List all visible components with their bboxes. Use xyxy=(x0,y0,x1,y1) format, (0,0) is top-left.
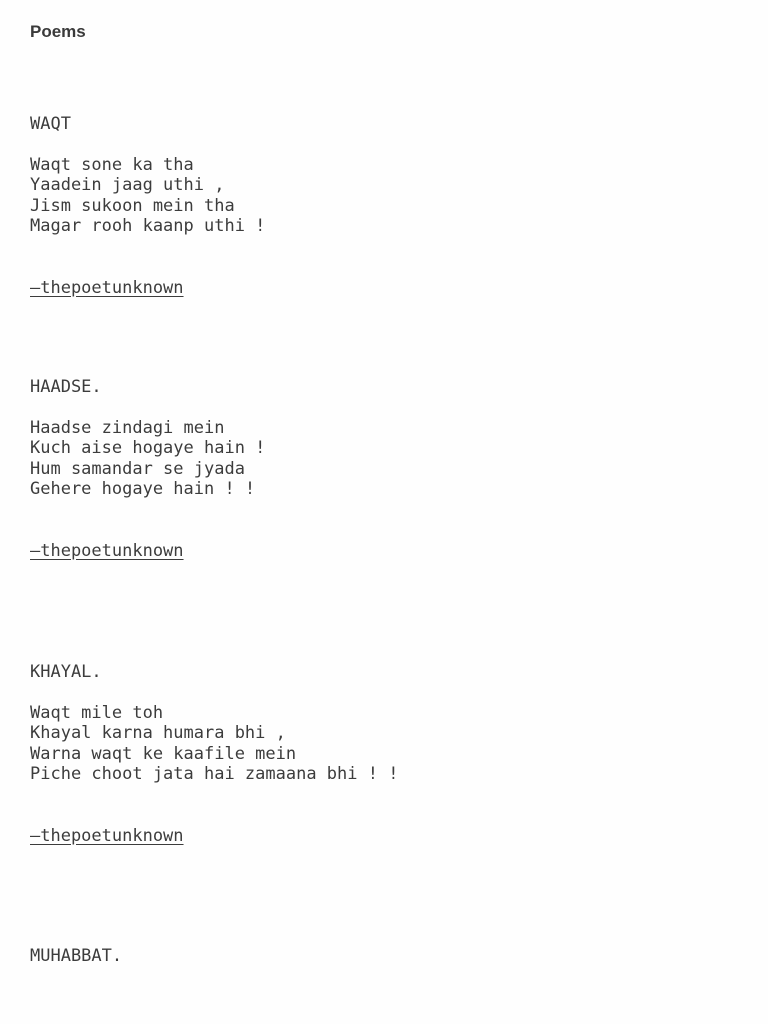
poem-line: Magar rooh kaanp uthi ! xyxy=(30,216,266,237)
poem-line: Kuch aise hogaye hain ! xyxy=(30,438,266,459)
poem-line: Waqt mile toh xyxy=(30,703,164,723)
poem-title: KHAYAL. xyxy=(30,662,102,682)
poem-line: Haadse zindagi mein xyxy=(30,418,225,438)
poem-haadse xyxy=(30,377,265,561)
poem-line: Yaadein jaag uthi , xyxy=(30,175,225,196)
poem-line: Piche choot jata hai zamaana bhi ! ! xyxy=(30,764,399,785)
poem-line: Jism sukoon mein tha xyxy=(30,195,235,216)
poet-signature-link[interactable]: —thepoetunknown xyxy=(30,825,184,846)
poem-body xyxy=(30,418,265,500)
poem-line: Gehere hogaye hain ! ! xyxy=(30,479,256,500)
poet-signature-link[interactable]: —thepoetunknown xyxy=(30,540,184,561)
poem-line: Warna waqt ke kaafile mein xyxy=(30,743,297,764)
poem-title: HAADSE. xyxy=(30,377,102,397)
poet-signature-link[interactable]: —thepoetunknown xyxy=(30,277,184,298)
poem-line: Hum samandar se jyada xyxy=(30,458,245,479)
poem-title: WAQT xyxy=(30,114,71,134)
poem-body xyxy=(30,155,265,237)
page-title: Poems xyxy=(30,22,86,41)
poem-khayal xyxy=(30,662,398,846)
poem-line: Waqt sone ka tha xyxy=(30,155,194,175)
poem-waqt xyxy=(30,114,265,298)
poem-muhabbat xyxy=(30,946,122,966)
poem-body xyxy=(30,703,398,785)
poem-title: MUHABBAT. xyxy=(30,946,123,966)
poem-line: Khayal karna humara bhi , xyxy=(30,723,286,744)
